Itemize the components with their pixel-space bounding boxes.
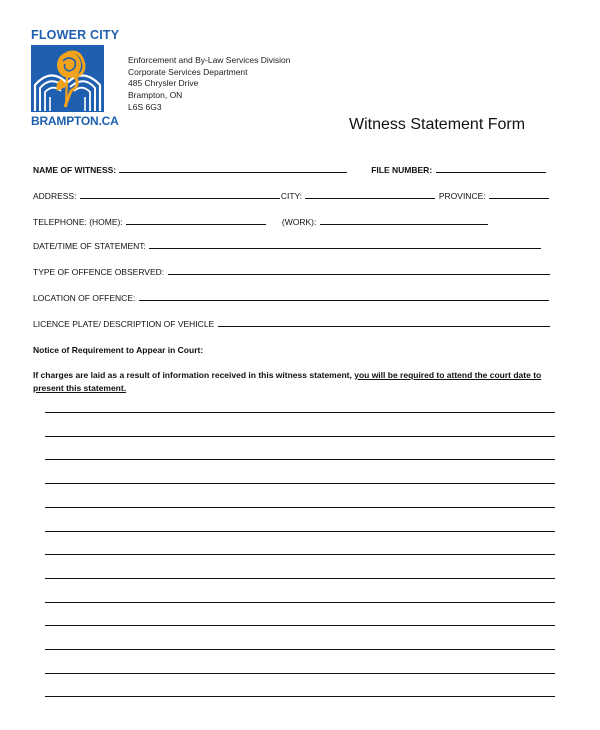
statement-line[interactable] [45, 507, 555, 508]
logo-bottom-text: BRAMPTON.CA [31, 114, 119, 128]
statement-line[interactable] [45, 554, 555, 555]
statement-line[interactable] [45, 696, 555, 697]
date-time-field[interactable] [149, 240, 541, 249]
statement-line[interactable] [45, 625, 555, 626]
address-label: ADDRESS: [33, 191, 77, 201]
statement-line[interactable] [45, 459, 555, 460]
row-licence-plate [33, 318, 551, 329]
licence-plate-label: LICENCE PLATE/ DESCRIPTION OF VEHICLE [33, 319, 215, 329]
telephone-home-field[interactable] [126, 216, 266, 225]
address-line-department: Corporate Services Department [128, 66, 248, 77]
row-telephone [33, 216, 489, 227]
brampton-logo [31, 28, 120, 128]
date-time-label: DATE/TIME OF STATEMENT: [33, 241, 146, 251]
flower-city-logo-icon [31, 45, 104, 112]
city-field[interactable] [305, 190, 435, 199]
notice-paragraph [33, 369, 563, 394]
form-title: Witness Statement Form [349, 116, 526, 133]
location-label: LOCATION OF OFFENCE: [33, 293, 136, 303]
address-field[interactable] [80, 190, 280, 199]
licence-plate-field[interactable] [218, 318, 550, 327]
telephone-work-label: (WORK): [281, 217, 317, 227]
name-of-witness-field[interactable] [119, 164, 347, 173]
row-address [33, 190, 550, 201]
address-line-city: Brampton, ON [128, 90, 183, 101]
notice-text: If charges are laid as a result of information received in this witness statement, [33, 370, 355, 380]
notice-heading: Notice of Requirement to Appear in Court: [33, 345, 204, 355]
statement-line[interactable] [45, 673, 555, 674]
file-number-label: FILE NUMBER: [371, 165, 433, 175]
row-location [33, 292, 550, 303]
name-of-witness-label: NAME OF WITNESS: [33, 165, 117, 175]
province-field[interactable] [489, 190, 549, 199]
statement-line[interactable] [45, 412, 555, 413]
statement-line[interactable] [45, 602, 555, 603]
offence-type-label: TYPE OF OFFENCE OBSERVED: [33, 267, 165, 277]
row-offence-type [33, 266, 551, 277]
statement-line[interactable] [45, 531, 555, 532]
notice-underlined-text: you will be required to attend the court date to present this statement. [33, 370, 542, 393]
address-line-postal: L6S 6G3 [128, 101, 162, 112]
statement-line[interactable] [45, 436, 555, 437]
statement-line[interactable] [45, 483, 555, 484]
city-label: CITY: [280, 191, 303, 201]
address-line-street: 485 Chrysler Drive [128, 78, 199, 89]
division-address-block [128, 55, 291, 114]
address-line-division: Enforcement and By-Law Services Division [128, 55, 291, 65]
location-field[interactable] [139, 292, 549, 301]
telephone-home-label: TELEPHONE: (HOME): [33, 217, 123, 227]
statement-line[interactable] [45, 649, 555, 650]
row-name-file [33, 164, 547, 175]
file-number-field[interactable] [436, 164, 546, 173]
telephone-work-field[interactable] [320, 216, 488, 225]
row-date-time [33, 240, 542, 251]
province-label: PROVINCE: [438, 191, 486, 201]
statement-line[interactable] [45, 578, 555, 579]
logo-top-text: FLOWER CITY [31, 28, 120, 42]
offence-type-field[interactable] [168, 266, 550, 275]
